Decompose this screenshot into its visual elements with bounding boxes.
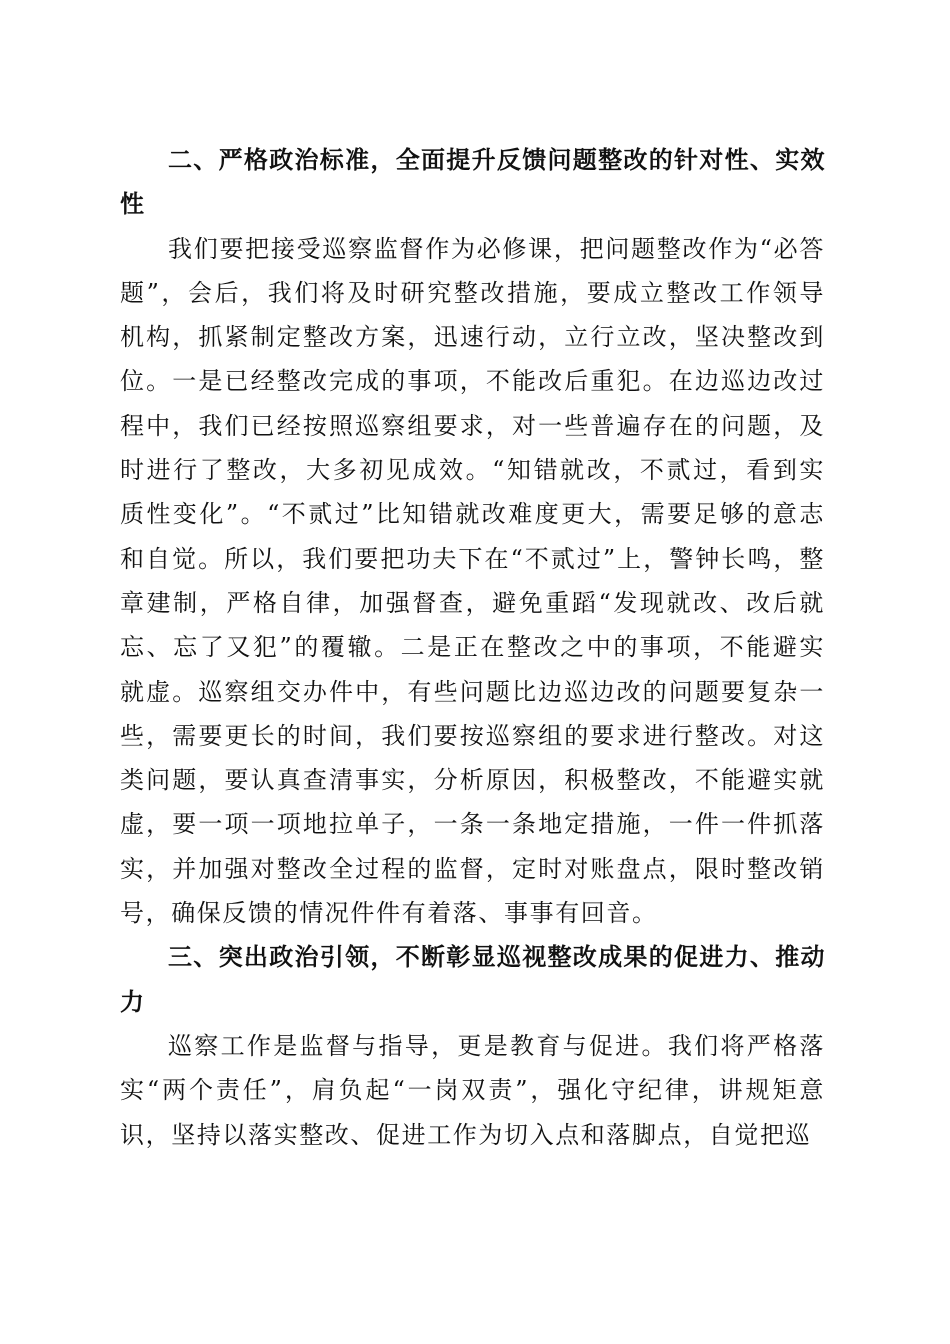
section-3-heading: 三、突出政治引领，不断彰显巡视整改成果的促进力、推动力 [120,943,825,1016]
section-2-heading: 二、严格政治标准，全面提升反馈问题整改的针对性、实效性 [120,146,825,219]
document-body [120,138,825,1157]
section-2-paragraph: 我们要把接受巡察监督作为必修课，把问题整改作为“必答题”，会后，我们将及时研究整改措施，要成立整改工作领导机构，抓紧制定整改方案，迅速行动，立行立改，坚决整改到位。一是已经整改完成的事项，不能改后重犯。在边巡边改过程中，我们已经按照巡察组要求，对一些普遍存在的问题，及时进行了整改，大多初见成效。“知错就改，不贰过，看到实质性变化”。“不贰过”比知错就改难度更大，需要足够的意志和自觉。所以，我们要把功夫下在“不贰过”上，警钟长鸣，整章建制，严格自律，加强督查，避免重蹈“发现就改、改后就忘、忘了又犯”的覆辙。二是正在整改之中的事项，不能避实就虚。巡察组交办件中，有些问题比边巡边改的问题要复杂一些，需要更长的时间，我们要按巡察组的要求进行整改。对这类问题，要认真查清事实，分析原因，积极整改，不能避实就虚，要一项一项地拉单子，一条一条地定措施，一件一件抓落实，并加强对整改全过程的监督，定时对账盘点，限时整改销号，确保反馈的情况件件有着落、事事有回音。 [120,234,825,928]
section-3-paragraph: 巡察工作是监督与指导，更是教育与促进。我们将严格落实“两个责任”，肩负起“一岗双责”，强化守纪律，讲规矩意识，坚持以落实整改、促进工作为切入点和落脚点，自觉把巡 [120,1031,825,1149]
